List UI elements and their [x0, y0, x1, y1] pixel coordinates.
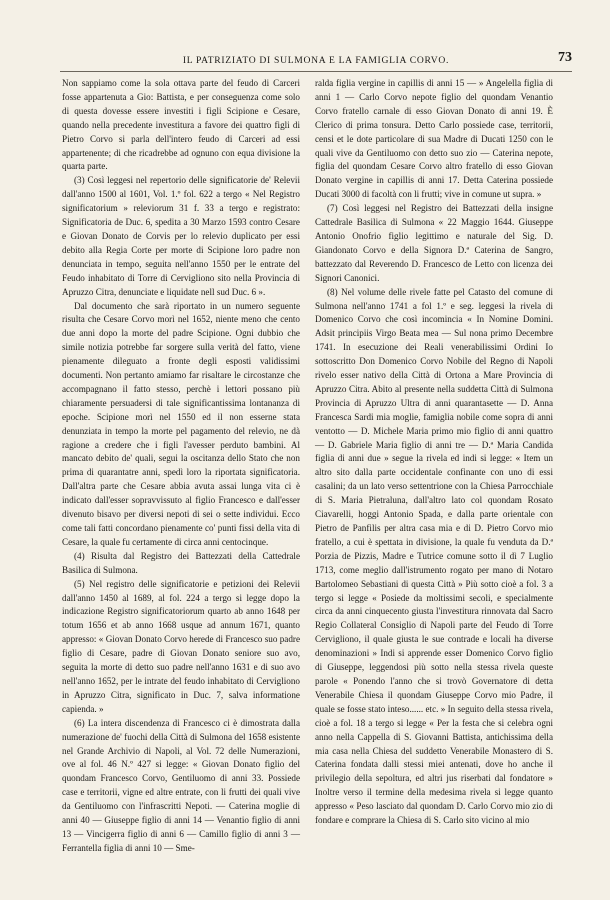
paragraph: ralda figlia vergine in capillis di anni 15 — » Angelella figlia di anni 1 — Carlo Corvo nepote figlio del quondam Venantio Corvo fratello carnale di esso Giovan Donato di anni 19. È Clerico di prima tonsura. Detto Carlo possiede case, territorii, censi et le dote particolare di sua Madre di Ducati 1250 con le quali vive da Gentiluomo con detto suo zio — Caterina nepote, figlia del quondam Cesare Corvo altro fratello di esso Giovan Donato vergine in capillis di anni 17. Detta Caterina possiede Ducati 3000 di facoltà con li frutti; vive in comune ut supra. » — [315, 78, 553, 200]
page-number: 73 — [558, 50, 572, 65]
paragraph: Non sappiamo come la sola ottava parte del feudo di Carceri fosse appartenuta a Gio: Battista, e per conseguenza come solo di questa dovesse essere investiti i figli Scipione e Cesare, quando nella precedente investitura a favore dei quattro figli di Pietro Corvo si parla dell'intero feudo di Carceri ad essi appartenente; di che ricadrebbe ad ognuno con equa divisione la quarta parte. — [62, 78, 300, 172]
footnote-5: (5) Nel registro delle significatorie e petizioni dei Relevii dall'anno 1450 al 1689, al fol. 224 a tergo si legge dopo la indicazione Registro significatoriorum quarto ab anno 1648 per totum 1656 et ab anno 1668 usque ad annum 1671, quanto appresso: « Giovan Donato Corvo herede di Francesco suo padre figlio di Cesare, padre di Giovan Donato seniore suo avo, seguita la morte di detto suo padre nell'anno 1631 e di suo avo nell'anno 1652, per le intrate del feudo inhabitato di Cervigliono in Apruzzo Citra, significato in Duc. 7, salva informatione capienda. » — [62, 578, 300, 714]
right-column — [315, 77, 553, 828]
footnote-3: (3) Così leggesi nel repertorio delle significatorie de' Relevii dall'anno 1500 al 1601, Vol. 1.º fol. 622 a tergo « Nel Registro significatorium » releviorum 31 f. 33 a tergo e registrato: Significatoria de Duc. 6, spedita a 30 Marzo 1593 contro Cesare e Giovan Donato de Corvis per lo relevio duplicato per essi debito alla Regia Corte per morte di Scipione loro padre non denunciata in tempo, seguita nell'anno 1550 per le entrate del Feudo inhabitato di Torre di Cervigliono sito nella Provincia di Apruzzo Citra, denunciate e liquidate nell sud Duc. 6 ». — [62, 175, 300, 297]
footnote-6: (6) La intera discendenza di Francesco ci è dimostrata dalla numerazione de' fuochi della Città di Sulmona del 1658 esistente nel Grande Archivio di Napoli, al Vol. 72 delle Numerazioni, ove al fol. 46 N.º 427 si legge: « Giovan Donato figlio del quondam Francesco Corvo, Gentiluomo di anni 33. Possiede case e territorii, vigne ed altre entrate, con li frutti dei quali vive da Gentiluomo con l'infrascritti Nepoti. — Caterina moglie di anni 40 — Giuseppe figlio di anni 14 — Venantio figlio di anni 13 — Vincigerra figlio di anni 6 — Camillo figlio di anni 3 — Ferrantella figlia di anni 10 — Sme- — [62, 717, 300, 853]
paragraph: Dal documento che sarà riportato in un numero seguente risulta che Cesare Corvo morì nel 1652, niente meno che cento due anni dopo la morte del padre Scipione. Ogni dubbio che simile notizia potrebbe far sorgere sulla verità del fatto, viene pienamente dileguato a fronte degli esposti validissimi documenti. Non pertanto amiamo far risaltare le circostanze che accompagnano il fatto stesso, perchè i lettori possano più chiaramente persuadersi di tale significantissima lontananza di epoche. Scipione morì nel 1550 ed il non esserne stata denunziata in tempo la morte pel pagamento del relevio, ne dà ragione a credere che i figli l'avesser perduto bambini. Al mancato debito de' quali, segui la oscitanza dello Stato che non prima di quarantatre anni, spedì loro la riportata significatoria. Dall'altra parte che Cesare abbia avuta assai lunga vita ci è indicato dall'esser sopravvissuto al figlio Francesco e dall'esser divenuto bisavo per diversi nepoti di sei o sette individui. Ecco come tali fatti concordano pienamente co' punti fissi della vita di Cesare, la quale fu certamente di circa anni centocinque. — [62, 300, 300, 547]
footnote-4: (4) Risulta dal Registro dei Battezzati della Cattedrale Basilica di Sulmona. — [62, 550, 300, 575]
footnote-8: (8) Nel volume delle rivele fatte pel Catasto del comune di Sulmona nell'anno 1741 a fol 1.º e seg. leggesi la rivela di Domenico Corvo che così incomincia « In Nomine Domini. Adsit principiis Virgo Beata mea — Sul nona primo Decembre 1741. In esecuzione dei Reali venerabilissimi Ordini Io sottoscritto Don Domenico Corvo Nobile del Regno di Napoli rivelo esser nativo della Città di Ortona a Mare Provincia di Apruzzo Citra. Abito al presente nella suddetta Città di Sulmona Provincia di Apruzzo Ultra di anni quarantasette — D. Anna Francesca Sardi mia moglie, famiglia nobile come sopra di anni ventotto — D. Michele Maria primo mio figlio di anni quattro — D. Gabriele Maria figlio di anni tre — D.ª Maria Candida figlia di anni due » segue la rivela ed indi si legge: « Item un altro sito dalla parte occidentale confinante con uno di essi casalini; da un lato verso settentrione con la Chiesa Parrocchiale di S. Maria Pietraluna, dall'altro lato col quondam Rosato Ciavarelli, hoggi Antonio Spada, e dalla parte orientale con Pietro de Panfilis per altra casa mia e di D. Pietro Corvo mio fratello, a cui è spettata in divisione, la quale fu venduta da D.ª Porzia de Pizzis, Madre e Tutrice comune sotto il dì 7 Luglio 1713, come meglio dall'istrumento rogato per mano di Notaro Bartolomeo Sebastiani di questa Città » Più sotto cioè a fol. 3 a tergo si legge « Posiede da moltissimi secoli, e specialmente circa da anni cinquecento giusta l'investitura rinnovata dal Sacro Regio Collateral Consiglio di Napoli parte del Feudo di Torre Cervigliono, il quale giusta le sue contrade e locali ha diverse denominazioni » Indi si apprende esser Domenico Corvo figlio di Giuseppe, leggendosi più sotto nella stessa rivela queste parole « Ponendo l'anno che si trovò Governatore di detta Venerabile Chiesa il quondam Giuseppe Corvo mio Padre, il quale se fosse stato inteso...... etc. » In seguito della stessa rivela, cioè a fol. 18 a tergo si legge « Per la festa che si celebra ogni anno nella Cappella di S. Giovanni Battista, antichissima della mia casa nella Chiesa del suddetto Venerabile Monastero di S. Caterina fondata dalli stessi miei antenati, dove ho anche il privilegio della sepoltura, ed altri jus riserbati dal fondatore » Inoltre verso il termine della medesima rivela si legge quanto appresso « Peso lasciato dal quondam D. Carlo Corvo mio zio di fondare e comprare la Chiesa di S. Carlo sito vicino al mio — [315, 286, 553, 826]
running-title: IL PATRIZIATO DI SULMONA E LA FAMIGLIA CORVO. — [182, 55, 450, 66]
left-column — [62, 77, 300, 856]
footnote-7: (7) Così leggesi nel Registro dei Battezzati della insigne Cattedrale Basilica di Sulmona « 22 Maggio 1644. Giuseppe Antonio Onofrio figlio legittimo e naturale del Sig. D. Giandonato Corvo e della Signora D.ª Caterina de Sangro, battezzato dal Reverendo D. Francesco de Letto con licenza dei Signori Canonici. — [315, 203, 553, 283]
page-header — [60, 50, 572, 72]
